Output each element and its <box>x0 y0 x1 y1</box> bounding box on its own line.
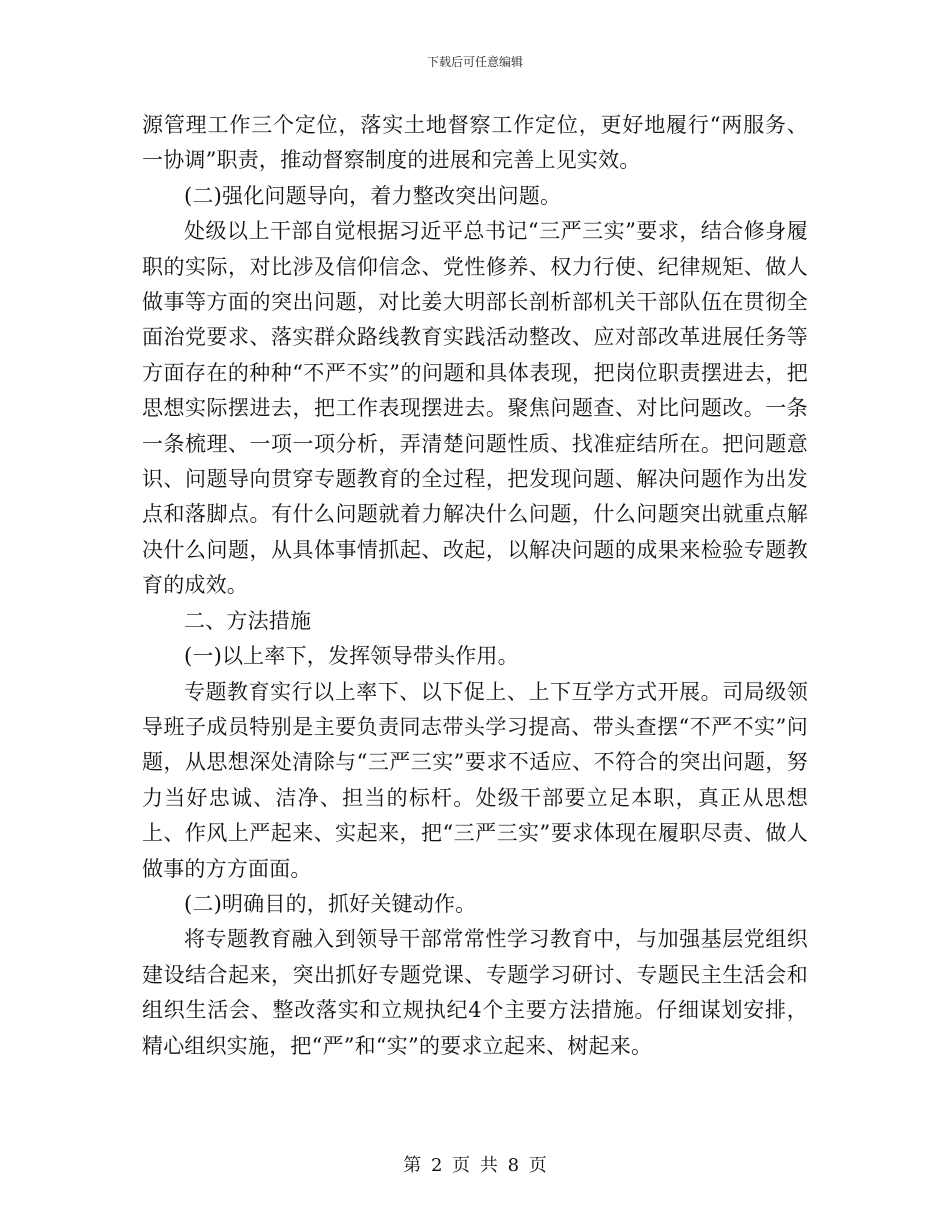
page-header-note: 下载后可任意编辑 <box>426 55 523 69</box>
paragraph-8: 将专题教育融入到领导干部常常性学习教育中，与加强基层党组织建设结合起来，突出抓好专题党课、专题学习研讨、专题民主生活会和组织生活会、整改落实和立规执纪4个主要方法措施。仔细谋划安排，精心组织实施，把“严”和“实”的要求立起来、树起来。 <box>142 927 808 1058</box>
section-heading: 二、方法措施 <box>184 608 312 633</box>
page-number: 第 2 页 共 8 页 <box>403 1155 547 1176</box>
paragraph-1: 源管理工作三个定位，落实土地督察工作定位，更好地履行“两服务、一协调”职责，推动督察制度的进展和完善上见实效。 <box>142 113 808 173</box>
paragraph-7: (二)明确目的，抓好关键动作。 <box>184 891 477 916</box>
paragraph-5: (一)以上率下，发挥领导带头作用。 <box>184 644 519 669</box>
paragraph-3: 处级以上干部自觉根据习近平总书记“三严三实”要求，结合修身履职的实际，对比涉及信仰信念、党性修养、权力行使、纪律规矩、做人做事等方面的突出问题，对比姜大明部长剖析部机关干部队伍在贯彻全面治党要求、落实群众路线教育实践活动整改、应对部改革进展任务等方面存在的种种“不严不实”的问题和具体表现，把岗位职责摆进去，把思想实际摆进去，把工作表现摆进去。聚焦问题查、对比问题改。一条一条梳理、一项一项分析，弄清楚问题性质、找准症结所在。把问题意识、问题导向贯穿专题教育的全过程，把发现问题、解决问题作为出发点和落脚点。有什么问题就着力解决什么问题，什么问题突出就重点解决什么问题，从具体事情抓起、改起，以解决问题的成果来检验专题教育的成效。 <box>142 219 808 598</box>
paragraph-6: 专题教育实行以上率下、以下促上、上下互学方式开展。司局级领导班子成员特别是主要负责同志带头学习提高、带头查摆“不严不实”问题，从思想深处清除与“三严三实”要求不适应、不符合的突出问题，努力当好忠诚、洁净、担当的标杆。处级干部要立足本职，真正从思想上、作风上严起来、实起来，把“三严三实”要求体现在履职尽责、做人做事的方方面面。 <box>142 679 808 881</box>
paragraph-2: (二)强化问题导向，着力整改突出问题。 <box>184 183 562 208</box>
document-body <box>142 108 808 1064</box>
